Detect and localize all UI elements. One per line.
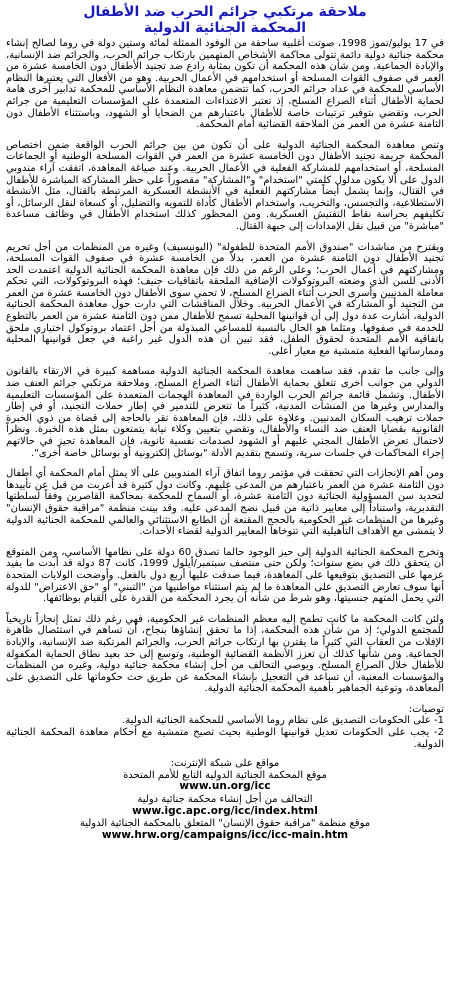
title-line-1: ملاحقة مرتكبي جرائم الحرب ضد الأطفال <box>83 4 367 20</box>
paragraph-3: ويقترح من مناشدات "صندوق الأمم المتحدة للطفولة" (اليونيسيف) وغيره من المنظمات من أجل تحريم تجنيد الأطفال دون الثامنة عشرة من العمر، بدلاً من الخامسة عشرة في صفوف القوات المسلحة، ومشاركتهم في أعمال الحرب؛ وعلى الرغم من ذلك فإن معاهدة المحكمة الجنائية الدولية اعتمدت الحد الأدنى للسن الذي وضعته البروتوكولات الإضافية الملحقة باتفاقيات جنيف؛ فهذه البروتوكولات، التي تحكم معاملة المدنيين وأسرى الحرب أثناء الصراع المسلح، لا تحمي سوى الأطفال دون الخامسة عشرة من العمر من التجنيد أو المشاركة في الأعمال الحربية. وخلال المناقشات التي دارت حول معاهدة المحكمة الجنائية الدولية، أشارت عدة دول إلى أن قوانينها المحلية تسمح للأطفال ممن دون الثامنة عشرة من العمر بالتطوع للخدمة في صفوفها. ومثلما هو الحال بالنسبة للمساعي المبذولة من أجل اعتماد بروتوكول اختياري ملحق باتفاقية الأمم المتحدة لحقوق الطفل، فقد تبين أن هذه الدول غير راغبة في جعل قوانينها المحلية وممارساتها الفعلية متمشية مع معيار أعلى. <box>6 241 444 357</box>
paragraph-5: ومن أهم الإنجازات التي تحققت في مؤتمر روما اتفاق آراء المندوبين على ألا يمثل أمام المحكمة أي أطفال دون الثامنة عشرة من العمر باعتبارهم من المدعى عليهم. وكانت دول كثيرة قد أعربت من قبل عن تأييدها لتحديد سن المسؤولية الجنائية دون الثامنة عشرة، أو السماح للمحكمة بمحاكمة القاصرين وفقاً لسلطتها التقديرية، واستناداً إلى معايير ذاتية من قبيل نضج المدعى عليه. وقد بينت منظمة "مراقبة حقوق الإنسان" وغيرها من المنظمات غير الحكومية بالحجج المقنعة أن الطابع الاستثنائي والعالمي للمحكمة الجنائية الدولية لا يتمشى مع الأهداف التأهيلية التي تتوخاها المعايير الدولية لقضاء الأحداث. <box>6 468 444 538</box>
source-desc-un: موقع المحكمة الجنائية الدولية التابع للأمم المتحدة <box>123 769 327 781</box>
paragraph-6: وتخرج المحكمة الجنائية الدولية إلى حيز الوجود حالما تصدق 60 دولة على نظامها الأساسي، ومن المتوقع أن يتحقق ذلك في بضع سنوات؛ ولكن حتى منتصف سبتمبر/أيلول 1999، كانت 87 دولة قد أبدت ما يفيد عزمها على التصديق بتوقيعها على المعاهدة، فيما صدقت عليها أربع دول بالفعل. وأوضحت الولايات المتحدة أنها سوف تعارض التصديق على المعاهدة ما لم يتم استثناء مواطنيها من "التبني" أو "حق الاعتراض" للدولة التي يحمل المتهم جنسيتها، وهو شرط من شأنه أن يجرد المحكمة من القدرة على القيام بوظائفها. <box>6 546 444 605</box>
title-line-2: المحكمة الجنائية الدولية <box>143 20 307 36</box>
paragraph-4: وإلى جانب ما تقدم، فقد ساهمت معاهدة المحكمة الجنائية الدولية مساهمة كبيرة في الارتقاء بالقانون الدولي من جوانب أخرى تتعلق بحماية الأطفال أثناء الصراع المسلح، وملاحقة مرتكبي جرائم العنف ضد الأطفال. وتشمل قائمة جرائم الحرب الواردة في المعاهدة الهجمات المتعمدة على المؤسسات التعليمية والمدارس وغيرها من المنشآت المدنية، كثيراً ما تتعرض للتدمير في إطار حملات التجنيد، أو في إطار حملات ترهيب السكان المدنيين. وعلاوة على ذلك، فإن المعاهدة تقر بالحاجة إلى قضاة من ذوي الخبرة القانونية بقضايا العنف ضد النساء والأطفال، وتقضي بتعيين وكلاء نيابة يتمتعون بمثل هذه الخبرة. ونظراً لاحتمال تعرض الأطفال المجني عليهم أو الشهود لصدمات نفسية ثانوية، فإن المعاهدة تجيز في حالاتهم إجراء المحاكمات في جلسات سرية، وتسمح بتقديم الأدلة "بوسائل إلكترونية أو بوسائل خاصة أخرى". <box>6 366 444 459</box>
source-link-coalition[interactable]: www.igc.apc.org/icc/index.html <box>132 804 318 817</box>
paragraph-2: وتنص معاهدة المحكمة الجنائية الدولية على أن تكون من بين جرائم الحرب الواقعة ضمن اختصاص المحكمة جريمة تجنيد الأطفال دون الخامسة عشرة من العمر في القوات المسلحة الوطنية أو الجماعات المسلحة، أو استخدامهم للمشاركة الفعلية في الأعمال الحربية. وعند صياغة المعاهدة، اتفقت آراء مندوبي الدول على ألا يكون مدلول كلمتي "استخدام" و"المشاركة" مقصوراً على حظر المشاركة المباشرة للأطفال في القتال، وإنما يشمل أيضاً مشاركتهم الفعلية في الأنشطة العسكرية المرتبطة بالقتال، مثل الأنشطة الاستطلاعية، والتجسس، والتخريب، واستخدام الأطفال كأداة للتمويه والتضليل، أو كسعاة لنقل الرسائل، أو تكليفهم بحراسة نقاط التفتيش العسكرية. ومن المحظور كذلك استخدام الأطفال في وظائف مساعدة "مباشرة" من قبيل نقل الإمدادات إلى جبهة القتال. <box>6 139 444 232</box>
recommendation-2: 2- يجب على الحكومات تعديل قوانينها الوطنية بحيث تصبح متمشية مع أحكام معاهدة المحكمة الجنائية الدولية. <box>6 727 444 750</box>
source-desc-coalition: التحالف من أجل إنشاء محكمة جنائية دولية <box>137 794 313 806</box>
source-link-un[interactable]: www.un.org/icc <box>179 780 271 793</box>
source-link-hrw[interactable]: www.hrw.org/campaigns/icc/icc-main.htm <box>101 828 349 841</box>
source-desc-hrw: موقع منظمة "مراقبة حقوق الإنسان" المتعلق بالمحكمة الجنائية الدولية <box>79 818 371 830</box>
paragraph-1: في 17 يوليو/تموز 1998، صوتت أغلبية ساحقة من الوفود الممثلة لمائة وستين دولة في روما لصالح إنشاء محكمة جنائية دولية دائمة تتولى محاكمة الأشخاص المتهمين بارتكاب جرائم الحرب، والجرائم ضد الإنسانية، والإبادة الجماعية. ومن شأن هذه المحكمة أن تكون بمثابة رادع ضد تجنيد الأطفال دون الخامسة عشرة من العمر في صفوف القوات المسلحة أو استخدامهم في الأعمال الحربية. وهو من الأفعال التي يعتبرها النظام الأساسي للمحكمة في عداد جرائم الحرب، كما تتضمن معاهدة النظام الأساسي للمحكمة تدابير أخرى هامة لحماية الأطفال أثناء الصراع المسلح، إذ تعتبر الاعتداءات المتعمدة على المؤسسات التعليمية من جرائم الحرب، وتقضي بتوفير ترتيبات خاصة للأطفال باعتبارهم من الضحايا أو الشهود، وباستثناء الأطفال دون الثامنة عشرة من العمر من الملاحقة القضائية أمام المحكمة. <box>6 38 445 131</box>
recommendations-heading: توصيات: <box>408 703 444 715</box>
document-title <box>6 4 444 36</box>
recommendation-1: 1- على الحكومات التصديق على نظام روما الأساسي للمحكمة الجنائية الدولية. <box>122 715 444 727</box>
sources-section <box>6 758 444 841</box>
paragraph-7: ولئن كانت المحكمة ما كانت تطمح إليه معظم المنظمات غير الحكومية، فهي رغم ذلك تمثل إنجازاً تاريخياً للمجتمع الدولي؛ إذ من شأن هذه المحكمة، إذا ما تحقق إنشاؤها بنجاح، أن تساهم في استئصال ظاهرة الإفلات من العقاب التي كثيراً ما يقترن بها ارتكاب جرائم الحرب، والجرائم المرتكبة ضد الإنسانية، والإبادة الجماعية. ومن شأنها كذلك أن تعزز الأنظمة القضائية الوطنية، وتوسع إلى حد بعيد نطاق الحماية المكفولة للأطفال خلال الصراع المسلح. ويوصي التحالف من أجل إنشاء محكمة جنائية دولية، وغيره من المنظمات والمؤسسات المعنية، أن تساعد في التعجيل بإنشاء المحكمة عن طريق حث حكوماتها على التصديق على المعاهدة، وتوعية الجماهير بأهمية المحكمة الجنائية الدولية. <box>6 613 444 695</box>
sources-heading: مواقع على شبكة الإنترنت: <box>170 758 280 770</box>
